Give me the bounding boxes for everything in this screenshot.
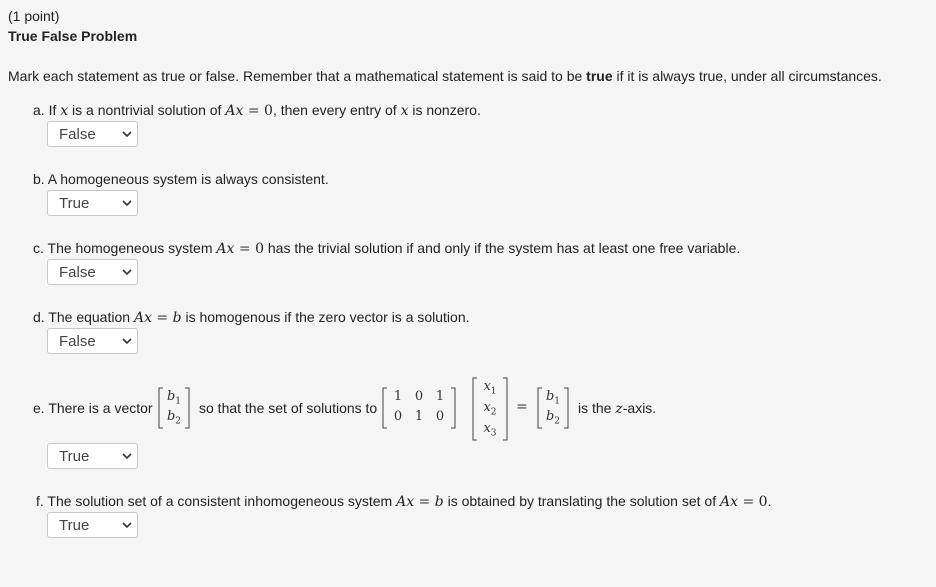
- math-equals: =: [414, 494, 435, 510]
- math-zero: 0: [758, 494, 768, 510]
- math-zero: 0: [264, 103, 273, 119]
- math-equals: =: [234, 241, 256, 257]
- statement-d-text: is homogenous if the zero vector is a solution.: [181, 309, 470, 325]
- answer-select-f-value: True: [59, 517, 90, 534]
- math-z: z: [615, 401, 623, 417]
- answer-select-a-value: False: [59, 126, 96, 143]
- math-x: x: [406, 494, 415, 510]
- math-x: x: [60, 103, 69, 119]
- statement-a-text: a. If: [33, 102, 61, 118]
- statement-d: [33, 309, 470, 326]
- vector-b-rhs-entry-2: $b_2$: [545, 409, 561, 427]
- instructions: [8, 68, 882, 84]
- statement-b: b. A homogeneous system is always consistent.: [33, 171, 329, 187]
- matrix-cell: 0: [435, 409, 445, 424]
- answer-select-c-value: False: [59, 264, 96, 281]
- statement-e-text: -axis.: [622, 400, 657, 416]
- answer-select-b-value: True: [59, 195, 90, 212]
- answer-select-d-value: False: [59, 333, 96, 350]
- vector-x-entry-2: $x_2$: [483, 400, 497, 418]
- instructions-text: Mark each statement as true or false. Remember that a mathematical statement is said to be: [8, 68, 587, 84]
- matrix-cell: 1: [414, 409, 424, 424]
- vector-b-entry-2: $b_2$: [166, 409, 182, 427]
- statement-e-text-2: so that the set of solutions to: [199, 400, 378, 416]
- math-x: x: [144, 310, 152, 326]
- statement-a-text: is nonzero.: [408, 102, 481, 118]
- statement-d-text: d. The equation: [33, 309, 134, 325]
- math-zero: 0: [255, 241, 264, 257]
- math-a: A: [216, 241, 227, 257]
- math-equals: =: [151, 310, 173, 326]
- answer-select-e-value: True: [59, 448, 90, 465]
- statement-a-text: is a nontrivial solution of: [68, 102, 226, 118]
- statement-c: [33, 240, 740, 257]
- math-x: x: [235, 103, 244, 119]
- vector-x-entry-1: $x_1$: [483, 379, 497, 397]
- vector-x: [472, 377, 508, 441]
- answer-select-c[interactable]: [47, 259, 138, 285]
- matrix-cell: 0: [393, 409, 403, 424]
- statement-a-text: , then every entry of: [272, 102, 401, 118]
- math-b: b: [434, 494, 444, 510]
- math-equals: =: [243, 103, 265, 119]
- math-x: x: [400, 103, 409, 119]
- math-equals: =: [738, 494, 759, 510]
- matrix-cell: 1: [435, 389, 445, 404]
- statement-c-text: c. The homogeneous system: [33, 240, 217, 256]
- statement-c-text: has the trivial solution if and only if the system has at least one free variable.: [264, 240, 741, 256]
- answer-select-b[interactable]: [47, 190, 138, 216]
- matrix-cell: 1: [393, 389, 403, 404]
- statement-e-text-3: [578, 400, 656, 417]
- answer-select-f[interactable]: [47, 512, 138, 538]
- chevron-down-icon: [121, 450, 133, 462]
- math-a: A: [225, 103, 236, 119]
- statement-f-text: f. The solution set of a consistent inhomogeneous system: [36, 493, 397, 509]
- math-x: x: [730, 494, 739, 510]
- matrix-cell: 0: [414, 389, 424, 404]
- problem-title: True False Problem: [8, 28, 138, 44]
- vector-x-entry-3: $x_3$: [483, 421, 497, 439]
- math-b: b: [172, 310, 182, 326]
- chevron-down-icon: [121, 519, 133, 531]
- math-a: A: [133, 310, 145, 326]
- vector-b-rhs: [537, 387, 569, 429]
- statement-a: [33, 102, 481, 119]
- math-x: x: [226, 241, 235, 257]
- answer-select-d[interactable]: [47, 328, 138, 354]
- statement-e-text-1: e. There is a vector: [33, 400, 153, 416]
- answer-select-a[interactable]: [47, 121, 138, 147]
- answer-select-e[interactable]: [47, 443, 138, 469]
- chevron-down-icon: [121, 128, 133, 140]
- statement-e-text: is the: [578, 400, 612, 416]
- vector-b: [158, 387, 190, 429]
- instructions-bold: true: [586, 68, 613, 84]
- math-equals: =: [516, 399, 528, 415]
- chevron-down-icon: [121, 266, 133, 278]
- vector-b-entry-1: $b_1$: [166, 389, 182, 407]
- vector-b-rhs-entry-1: $b_1$: [545, 389, 561, 407]
- math-a: A: [396, 494, 407, 510]
- statement-f-text: .: [767, 493, 772, 509]
- instructions-text-end: if it is always true, under all circumstances.: [612, 68, 882, 84]
- points-label: (1 point): [8, 8, 60, 24]
- coefficient-matrix: [382, 387, 456, 429]
- chevron-down-icon: [121, 197, 133, 209]
- chevron-down-icon: [121, 335, 133, 347]
- statement-f-text: is obtained by translating the solution set of: [443, 493, 720, 509]
- statement-f: [36, 493, 771, 510]
- math-a: A: [719, 494, 731, 510]
